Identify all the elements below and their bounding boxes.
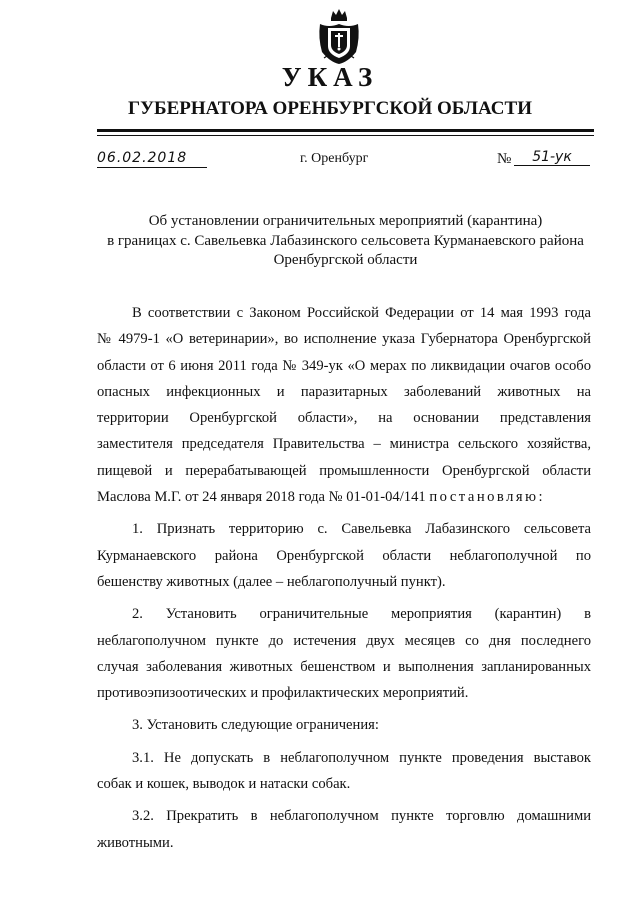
item-paragraph-2	[97, 601, 591, 706]
document-subtitle: ГУБЕРНАТОРА ОРЕНБУРГСКОЙ ОБЛАСТИ	[128, 98, 532, 119]
body-line: 3. Установить следующие ограничения:	[132, 717, 379, 734]
resolves-word: постановляю:	[429, 489, 546, 506]
body-line: бешенству животных (далее – неблагополучный пункт).	[97, 573, 446, 590]
subject-line: Об установлении ограничительных мероприятий (карантина)	[148, 213, 543, 229]
subject-line: в границах с. Савельевка Лабазинского сельсовета Курманаевского района	[107, 232, 584, 249]
header-rule-thick	[97, 129, 594, 132]
document-city: г. Оренбург	[300, 151, 369, 166]
body-line: животными.	[97, 834, 174, 851]
header-rule-thin	[97, 135, 594, 136]
coat-of-arms-emblem	[316, 8, 362, 66]
body-line: пищевой и перерабатывающей промышленности Оренбургской области	[97, 462, 591, 479]
body-line: территории Оренбургской области», на основании представления	[97, 410, 591, 427]
document-subject	[97, 212, 594, 271]
body-line: № 4979-1 «О ветеринарии», во исполнение указа Губернатора Оренбургской	[97, 331, 591, 348]
preamble-paragraph	[97, 300, 591, 510]
body-line: 1. Признать территорию с. Савельевка Лабазинского сельсовета	[132, 521, 591, 538]
preamble-last-text: Маслова М.Г. от 24 января 2018 года № 01-01-04/141	[97, 489, 426, 506]
body-line: противоэпизоотических и профилактических мероприятий.	[97, 685, 469, 702]
body-line: 2. Установить ограничительные мероприятия (карантин) в	[132, 606, 591, 623]
body-line: случая заболевания животных бешенством и выполнения запланированных	[97, 658, 591, 675]
subject-line: Оренбургской области	[273, 252, 418, 268]
item-paragraph-3	[97, 712, 591, 738]
document-date: 06.02.2018	[97, 150, 207, 168]
body-line: 3.1. Не допускать в неблагополучном пункте проведения выставок	[132, 749, 591, 766]
document-number: 51-ук	[514, 149, 590, 166]
body-line: В соответствии с Законом Российской Федерации от 14 мая 1993 года	[132, 305, 591, 321]
document-body	[97, 300, 591, 856]
body-line: заместителя председателя Правительства – министра сельского хозяйства,	[97, 436, 591, 453]
body-line: Курманаевского района Оренбургской области неблагополучной по	[97, 547, 591, 564]
document-title: УКАЗ	[281, 62, 379, 92]
body-line: области от 6 июня 2011 года № 349-ук «О мерах по ликвидации очагов особо	[97, 357, 591, 374]
item-paragraph-3-2	[97, 803, 591, 856]
body-line: собак и кошек, выводок и натаски собак.	[97, 776, 351, 793]
number-sign: №	[497, 151, 512, 167]
item-paragraph-1	[97, 516, 591, 595]
body-line: опасных инфекционных и паразитарных заболеваний животных на	[97, 383, 591, 400]
body-line: неблагополучном пункте до истечения двух месяцев со дня последнего	[97, 632, 591, 649]
item-paragraph-3-1	[97, 745, 591, 798]
body-line: 3.2. Прекратить в неблагополучном пункте торговлю домашними	[132, 808, 591, 825]
body-line	[97, 484, 591, 510]
